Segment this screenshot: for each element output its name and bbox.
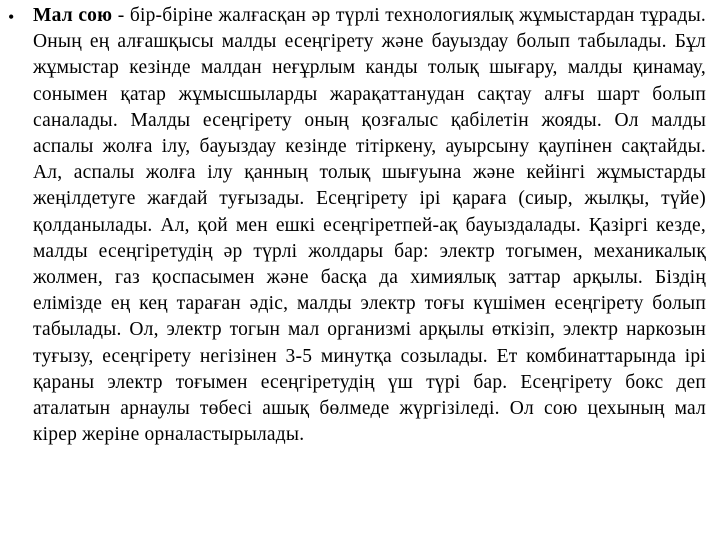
term-heading: Мал сою [33, 5, 113, 26]
paragraph-text: - бір-біріне жалғасқан әр түрлі технологиялық жұмыстардан тұрады. Оның ең алғашқысы малды есеңгірету және бауыздау болып табылады. Бұл жұмыстар кезінде малдан неғұрлым канды толық шығару, малды қинамау, сонымен қатар жұмысшыларды жарақаттанудан сақтау алғы шарт болып саналады. Малды есеңгірету оның қозғалыс қабілетін жояды. Ол малды аспалы жолға ілу, бауыздау кезінде тітіркену, ауырсыну қаупінен сақтайды. Ал, аспалы жолға ілу қанның толық шығуына және кейінгі жұмыстарды жеңілдетуге жағдай туғызады. Есеңгірету ірі қараға (сиыр, жылқы, түйе) қолданылады. Ал, қой мен ешкі есеңгіретпей-ақ бауыздалады. Қазіргі кезде, малды есеңгіретудің әр түрлі жолдары бар: электр тогымен, механикалық жолмен, газ қоспасымен және басқа да химиялық заттар арқылы. Біздің елімізде ең кең тараған әдіс, малды электр тоғы күшімен есеңгірету болып табылады. Ол, электр тогын мал организмі арқылы өткізіп, электр наркозын туғызу, есеңгірету негізінен 3-5 минутқа созылады. Ет комбинаттарында ірі қараны электр тоғымен есеңгіретудің үш түрі бар. Есеңгірету бокс деп аталатын арнаулы төбесі ашық бөлмеде жүргізіледі. Ол сою цехының мал кірер жеріне орналастырылады. [33, 5, 706, 446]
bullet-icon: • [8, 7, 15, 27]
paragraph [33, 3, 706, 448]
